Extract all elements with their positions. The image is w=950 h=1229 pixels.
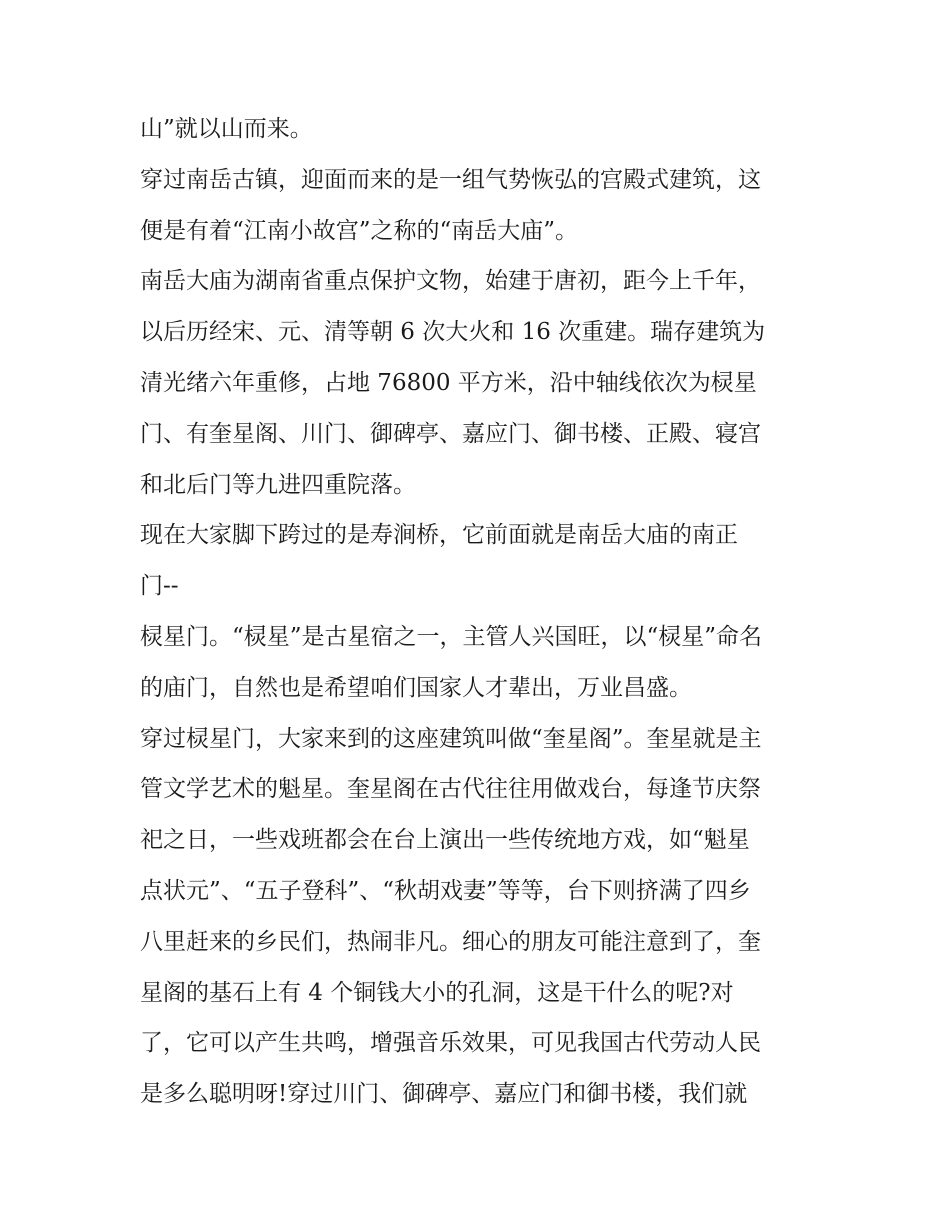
- text-line: 现在大家脚下跨过的是寿涧桥，它前面就是南岳大庙的南正: [140, 522, 738, 549]
- text-line: 南岳大庙为湖南省重点保护文物，始建于唐初，距今上千年，: [140, 268, 761, 295]
- text-line: 门、有奎星阁、川门、御碑亭、嘉应门、御书楼、正殿、寝宫: [140, 420, 761, 447]
- text-line: 清光绪六年重修，占地 76800 平方米，沿中轴线依次为棂星: [140, 369, 757, 396]
- text-line: 和北后门等九进四重院落。: [140, 471, 416, 498]
- text-line: 八里赶来的乡民们，热闹非凡。细心的朋友可能注意到了，奎: [140, 928, 761, 955]
- text-line: 的庙门，自然也是希望咱们国家人才辈出，万业昌盛。: [140, 674, 692, 701]
- text-line: 棂星门。“棂星”是古星宿之一，主管人兴国旺，以“棂星”命名: [140, 623, 763, 650]
- text-line: 山”就以山而来。: [140, 116, 313, 142]
- text-line: 穿过南岳古镇，迎面而来的是一组气势恢弘的宫殿式建筑，这: [140, 166, 761, 193]
- text-line: 以后历经宋、元、清等朝 6 次大火和 16 次重建。瑞存建筑为: [140, 319, 766, 346]
- text-line: 穿过棂星门，大家来到的这座建筑叫做“奎星阁”。奎星就是主: [140, 725, 762, 752]
- text-line: 管文学艺术的魁星。奎星阁在古代往往用做戏台，每逢节庆祭: [140, 776, 761, 803]
- body-text: [140, 104, 820, 1120]
- text-line: 祀之日，一些戏班都会在台上演出一些传统地方戏，如“魁星: [140, 827, 750, 854]
- text-line: 星阁的基石上有 4 个铜钱大小的孔洞，这是干什么的呢?对: [140, 979, 734, 1006]
- text-line: 是多么聪明呀!穿过川门、御碑亭、嘉应门和御书楼，我们就: [140, 1081, 748, 1108]
- text-line: 了，它可以产生共鸣，增强音乐效果，可见我国古代劳动人民: [140, 1030, 761, 1057]
- text-line: 便是有着“江南小故宫”之称的“南岳大庙”。: [140, 217, 579, 244]
- text-line: 门--: [140, 573, 179, 600]
- text-line: 点状元”、“五子登科”、“秋胡戏妻”等等，台下则挤满了四乡: [140, 877, 751, 904]
